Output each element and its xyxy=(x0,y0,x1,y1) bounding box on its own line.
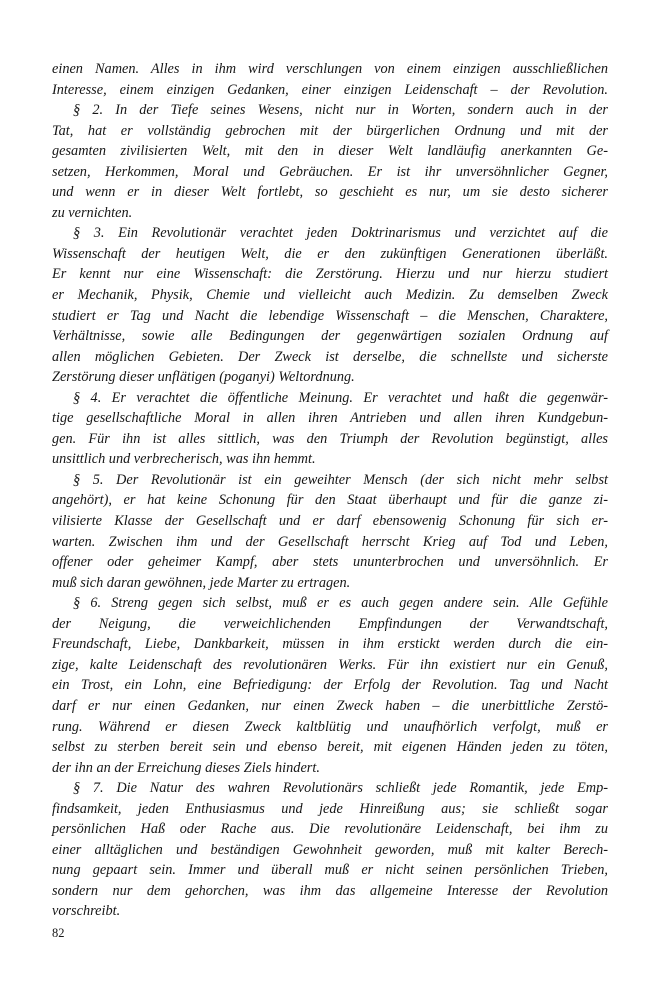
text-line: § 5. Der Revolutionär ist ein geweihter Mensch (der sich nicht mehr selbst xyxy=(73,471,608,488)
text-line: einer alltäglichen und beständigen Gewohnheit geworden, muß mit kalter Berech- xyxy=(52,841,608,858)
text-line: und wenn er in dieser Welt fortlebt, so geschieht es nur, um sie desto sicherer xyxy=(52,184,608,201)
text-line: er Mechanik, Physik, Chemie und vielleicht auch Medizin. Zu demselben Zweck xyxy=(52,287,608,304)
text-line: selbst zu sterben bereit sein und ebenso bereit, mit eigenen Händen jeden zu töten, xyxy=(52,739,608,756)
body-text xyxy=(52,59,608,922)
text-line: tige gesellschaftliche Moral in allen ihren Antrieben und allen ihren Kundgebun- xyxy=(52,410,608,427)
text-line: sondern nur dem gehorchen, was ihm das allgemeine Interesse der Revolution xyxy=(52,882,608,899)
text-line: unsittlich und verbrecherisch, was ihn hemmt. xyxy=(52,451,316,468)
text-line: darf er nur einen Gedanken, nur einen Zweck haben – die unerbittliche Zerstö- xyxy=(52,697,608,714)
text-line: § 4. Er verachtet die öffentliche Meinung. Er verachtet und haßt die gegenwär- xyxy=(73,389,608,406)
text-line: rung. Während er diesen Zweck kaltblütig und unaufhörlich verfolgt, muß er xyxy=(52,718,608,735)
text-line: Interesse, einem einzigen Gedanken, einer einzigen Leidenschaft – der Revolution. xyxy=(52,81,608,98)
text-line: studiert er Tag und Nacht die lebendige Wissenschaft – die Menschen, Charaktere, xyxy=(52,307,608,324)
text-line: Freundschaft, Liebe, Dankbarkeit, müssen in ihm erstickt werden durch die ein- xyxy=(52,636,608,653)
paragraph xyxy=(52,388,608,470)
text-line: Wissenschaft der heutigen Welt, die er den zukünftigen Generationen überläßt. xyxy=(52,245,608,262)
text-line: gesamten zivilisierten Welt, mit den in dieser Welt landläufig anerkannten Ge- xyxy=(52,143,608,160)
text-line: § 7. Die Natur des wahren Revolutionärs schließt jede Romantik, jede Emp- xyxy=(73,780,608,797)
text-line: § 2. In der Tiefe seines Wesens, nicht nur in Worten, sondern auch in der xyxy=(73,102,608,119)
paragraph xyxy=(52,100,608,223)
text-line: offener oder geheimer Kampf, aber stets ununterbrochen und unversöhnlich. Er xyxy=(52,554,608,571)
text-line: setzen, Herkommen, Moral und Gebräuchen. Er ist ihr unversöhnlicher Gegner, xyxy=(52,163,608,180)
text-line: ein Trost, ein Lohn, eine Befriedigung: der Erfolg der Revolution. Tag und Nacht xyxy=(52,677,608,694)
paragraph xyxy=(52,470,608,593)
paragraph xyxy=(52,593,608,778)
text-line: vilisierte Klasse der Gesellschaft und er darf ebensowenig Schonung für sich er- xyxy=(52,513,608,530)
text-line: der Neigung, die verweichlichenden Empfindungen der Verwandtschaft, xyxy=(52,615,608,632)
text-line: Tat, hat er vollständig gebrochen mit der bürgerlichen Ordnung und mit der xyxy=(52,122,608,139)
text-line: allen möglichen Gebieten. Der Zweck ist derselbe, die schnellste und sicherste xyxy=(52,348,608,365)
page-number: 82 xyxy=(52,926,65,940)
text-line: § 3. Ein Revolutionär verachtet jeden Doktrinarismus und verzichtet auf die xyxy=(73,225,608,242)
paragraph xyxy=(52,59,608,100)
text-line: der ihn an der Erreichung dieses Ziels hindert. xyxy=(52,759,320,776)
text-line: vorschreibt. xyxy=(52,903,121,920)
text-line: Zerstörung dieser unflätigen (poganyi) Weltordnung. xyxy=(52,369,355,386)
text-line: Er kennt nur eine Wissenschaft: die Zerstörung. Hierzu und nur hierzu studiert xyxy=(52,266,608,283)
text-line: § 6. Streng gegen sich selbst, muß er es auch gegen andere sein. Alle Gefühle xyxy=(73,595,608,612)
text-line: angehört), er hat keine Schonung für den Staat überhaupt und für die ganze zi- xyxy=(52,492,608,509)
text-line: Verhältnisse, sowie alle Bedingungen der gegenwärtigen sozialen Ordnung auf xyxy=(52,328,608,345)
text-line: persönlichen Haß oder Rache aus. Die revolutionäre Leidenschaft, bei ihm zu xyxy=(52,821,608,838)
text-line: warten. Zwischen ihm und der Gesellschaft herrscht Krieg auf Tod und Leben, xyxy=(52,533,608,550)
text-line: muß sich daran gewöhnen, jede Marter zu ertragen. xyxy=(52,574,351,591)
text-line: nung gepaart sein. Immer und überall muß er nicht seinen persönlichen Trieben, xyxy=(52,862,608,879)
text-line: findsamkeit, jeden Enthusiasmus und jede Hinreißung aus; sie schließt sogar xyxy=(52,800,608,817)
text-line: zige, kalte Leidenschaft des revolutionären Werks. Für ihn existiert nur ein Genuß, xyxy=(52,656,608,673)
text-line: einen Namen. Alles in ihm wird verschlungen von einem einzigen ausschließlichen xyxy=(52,61,608,77)
paragraph xyxy=(52,778,608,922)
text-line: gen. Für ihn ist alles sittlich, was den Triumph der Revolution begünstigt, alles xyxy=(52,430,608,447)
text-line: zu vernichten. xyxy=(52,204,133,221)
paragraph xyxy=(52,223,608,387)
